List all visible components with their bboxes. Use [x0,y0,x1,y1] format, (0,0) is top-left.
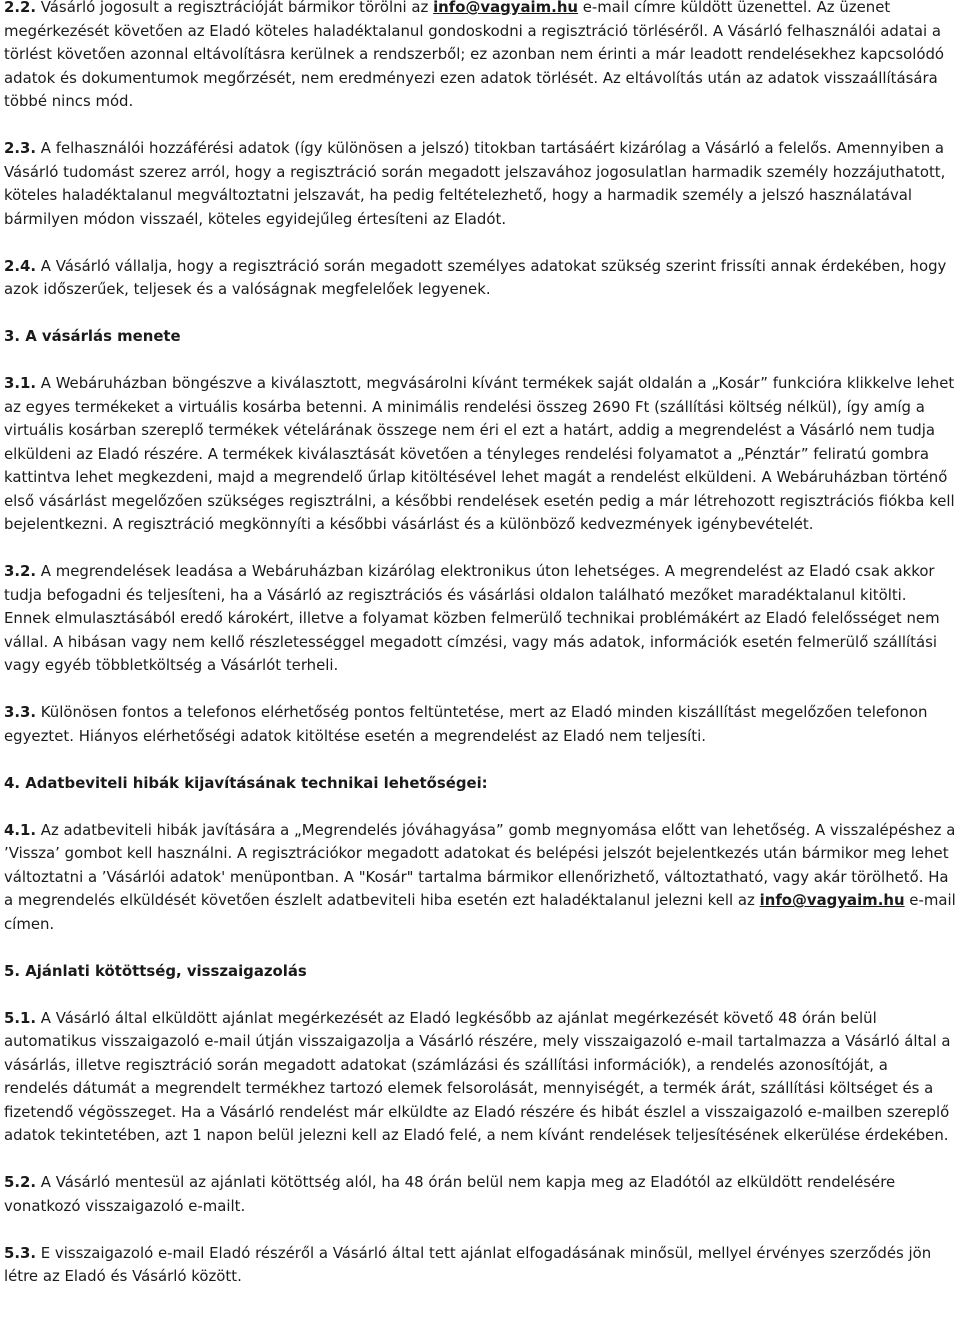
section-4-1 [4,819,956,937]
clause-text: Különösen fontos a telefonos elérhetőség pontos feltüntetése, mert az Eladó minden kiszállítást megelőzően telefonon egyeztet. Hiányos elérhetőségi adatok kitöltése esetén a megrendelést az Eladó nem teljesíti. [4,703,928,745]
clause-text: A Vásárló vállalja, hogy a regisztráció során megadott személyes adatokat szükség szerint frissíti annak érdekében, hogy azok időszerűek, teljesek és a valóságnak megfelelőek legyenek. [4,256,947,298]
section-3-1 [4,372,956,537]
clause-number: 4.1. [4,820,37,839]
clause-text: e-mail címen. [4,891,956,933]
clause-number: 5.2. [4,1173,37,1191]
clause-number: 2.3. [4,139,37,157]
heading-section-3: 3. A vásárlás menete [4,327,181,345]
clause-number: 3.2. [4,562,37,580]
section-3-2 [4,560,956,678]
email-link[interactable]: info@vagyaim.hu [759,891,905,909]
section-2-3 [4,137,956,231]
clause-number: 3.3. [4,703,37,721]
clause-number: 5.3. [4,1243,37,1262]
heading-section-5: 5. Ajánlati kötöttség, visszaigazolás [4,961,307,980]
heading-section-4: 4. Adatbeviteli hibák kijavításának technikai lehetőségei: [4,773,488,792]
clause-text: E visszaigazoló e-mail Eladó részéről a Vásárló által tett ajánlat elfogadásának minősül, mellyel érvényes szerződés jön létre az Eladó és Vásárló között. [4,1243,932,1285]
clause-text: e-mail címre küldött üzenettel. Az üzenet megérkezését követően az Eladó köteles haladéktalanul gondoskodni a regisztráció törléséről. A Vásárló felhasználói adatai a törlést követően azonnal eltávolításra kerülnek a rendszerből; ez azonban nem érinti a már leadott rendelésekhez kapcsolódó adatok és dokumentumok megőrzését, nem eredményezi ezen adatok törlését. Az eltávolítás után az adatok visszaállítására többé nincs mód. [4,0,945,110]
clause-number: 5.1. [4,1008,37,1027]
clause-text: A Vásárló mentesül az ajánlati kötöttség alól, ha 48 órán belül nem kapja meg az Eladótól az elküldött rendelésére vonatkozó visszaigazoló e-mailt. [4,1173,896,1215]
clause-text: A Vásárló által elküldött ajánlat megérkezését az Eladó legkésőbb az ajánlat megérkezését követő 48 órán belül automatikus visszaigazoló e-mail útján visszaigazolja a Vásárló részére, mely visszaigazoló e-mail tartalmazza a Vásárló által a vásárlás, illetve regisztráció során megadott adatokat (számlázási és szállítási információk), a rendelés azonosítóját, a rendelés dátumát a megrendelt termékhez tartozó elemek felsorolását, mennyiségét, a termék árát, szállítási költséget és a fizetendő végösszeget. Ha a Vásárló rendelést már elküldte az Eladó részére és hibát észlel a visszaigazoló e-mailben szereplő adatok tekintetében, azt 1 napon belül jelezni kell az Eladó felé, a nem kívánt rendelések teljesítésének elkerülése érdekében. [4,1008,951,1144]
clause-text: Az adatbeviteli hibák javítására a „Megrendelés jóváhagyása” gomb megnyomása előtt van lehetőség. A visszalépéshez a ’Vissza’ gombot kell használni. A regisztrációkor megadott adatokat és belépési jelszót bejelentkezés után bármikor meg lehet változtatni a ’Vásárlói adatok' menüpontban. A "Kosár" tartalma bármikor ellenőrizhető, változtatható, vagy akár törölhető. Ha a megrendelés elküldését követően észlelt adatbeviteli hiba esetén ezt haladéktalanul jelezni kell az [4,820,956,909]
section-5-1 [4,1007,956,1148]
clause-number: 2.4. [4,256,37,275]
section-3-3 [4,701,956,748]
section-5-3 [4,1242,956,1289]
section-2-4 [4,255,956,302]
section-5-2 [4,1171,956,1218]
email-link[interactable]: info@vagyaim.hu [433,0,579,16]
clause-number: 2.2. [4,0,37,16]
clause-text: A felhasználói hozzáférési adatok (így különösen a jelszó) titokban tartásáért kizárólag a Vásárló a felelős. Amennyiben a Vásárló tudomást szerez arról, hogy a regisztráció során megadott jelszavához jogosulatlan harmadik személy hozzájuthatott, köteles haladéktalanul megváltoztatni jelszavát, ha pedig feltételezhető, hogy a harmadik személy a jelszó használatával bármilyen módon visszaél, köteles egyidejűleg értesíteni az Eladót. [4,139,946,228]
clause-text: A Webáruházban böngészve a kiválasztott, megvásárolni kívánt termékek saját oldalán a „Kosár” funkcióra klikkelve lehet az egyes termékeket a virtuális kosárba betenni. A minimális rendelési összeg 2690 Ft (szállítási költség nélkül), így amíg a virtuális kosárban szereplő termékek vételárának összege nem éri el ezt a határt, addig a megrendelést a Vásárló nem tudja elküldeni az Eladó részére. A termékek kiválasztását követően a tényleges rendelési folyamatot a „Pénztár” feliratú gombra kattintva lehet megkezdeni, majd a megrendelő űrlap kitöltésével lehet magát a rendelést elküldeni. A Webáruházban történő első vásárlást megelőzően szükséges regisztrálni, a későbbi rendelések esetén pedig a már létrehozott regisztrációs fiókba kell bejelentkezni. A regisztráció megkönnyíti a későbbi vásárlást és a különböző kedvezmények igénybevételét. [4,374,955,533]
clause-text: A megrendelések leadása a Webáruházban kizárólag elektronikus úton lehetséges. A megrendelést az Eladó csak akkor tudja befogadni és teljesíteni, ha a Vásárló az regisztrációs és vásárlási oldalon található mezőket maradéktalanul kitölti. Ennek elmulasztásából eredő károkért, illetve a folyamat közben felmerülő technikai problémákért az Eladó felelősséget nem vállal. A hibásan vagy nem kellő részletességgel megadott címzési, vagy más adatok, információk esetén felmerülő szállítási vagy egyéb többletköltség a Vásárlót terheli. [4,562,940,674]
clause-text: Vásárló jogosult a regisztrációját bármikor törölni az [36,0,434,16]
clause-number: 3.1. [4,374,37,392]
section-2-2 [4,0,956,114]
